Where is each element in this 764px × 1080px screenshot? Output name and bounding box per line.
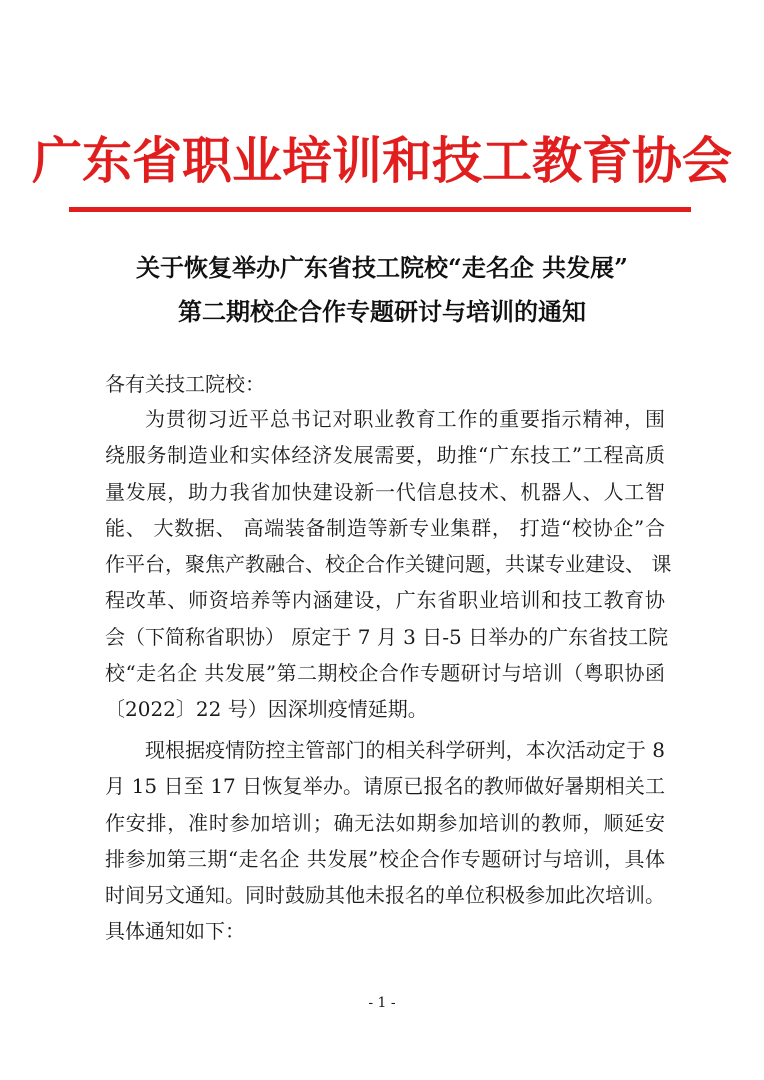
paragraph-line: 时间另文通知。同时鼓励其他未报名的单位积极参加此次培训。 [105, 883, 665, 908]
document-title [0, 246, 764, 334]
paragraph-line: 作安排，准时参加培训；确无法如期参加培训的教师，顺延安 [105, 810, 665, 835]
paragraph-line: 量发展，助力我省加快建设新一代信息技术、机器人、人工智 [105, 479, 665, 504]
salutation: 各有关技工院校： [105, 372, 265, 396]
body-paragraph-1 [105, 401, 672, 728]
paragraph-line: 月 15 日至 17 日恢复举办。请原已报名的教师做好暑期相关工 [105, 774, 665, 799]
paragraph-line: 排参加第三期“走名企 共发展”校企合作专题研讨与培训，具体 [105, 846, 665, 871]
paragraph-line: 为贯彻习近平总书记对职业教育工作的重要指示精神，围 [145, 407, 665, 431]
body-paragraph-2 [105, 732, 665, 950]
paragraph-line: 校“走名企 共发展”第二期校企合作专题研讨与培训（粤职协函 [105, 661, 665, 686]
paragraph-line: 〔2022〕22 号）因深圳疫情延期。 [105, 697, 428, 722]
paragraph-line: 作平台，聚焦产教融合、校企合作关键问题，共谋专业建设、 课 [105, 552, 672, 577]
paragraph-line: 程改革、师资培养等内涵建设，广东省职业培训和技工教育协 [105, 588, 665, 613]
document-title-line-1: 关于恢复举办广东省技工院校“走名企 共发展” [136, 253, 628, 282]
paragraph-line: 能、 大数据、 高端装备制造等新专业集群， 打造“校协企”合 [105, 515, 665, 540]
paragraph-line: 会（下简称省职协） 原定于 7 月 3 日-5 日举办的广东省技工院 [105, 624, 669, 649]
paragraph-line: 现根据疫情防控主管部门的相关科学研判，本次活动定于 8 [145, 738, 665, 762]
paragraph-line: 具体通知如下： [105, 919, 245, 944]
paragraph-line: 绕服务制造业和实体经济发展需要，助推“广东技工”工程高质 [105, 443, 665, 468]
letterhead-org-name: 广东省职业培训和技工教育协会 [32, 132, 732, 190]
page-number: - 1 - [368, 995, 396, 1011]
document-title-line-2: 第二期校企合作专题研讨与培训的通知 [178, 297, 586, 326]
letterhead-red-rule [69, 207, 691, 212]
